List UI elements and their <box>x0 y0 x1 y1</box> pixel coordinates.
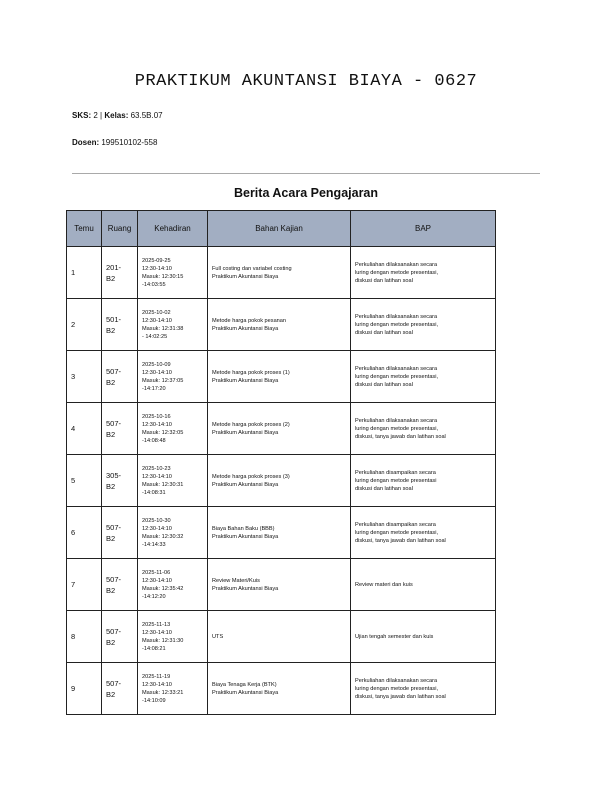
bap-line: diskusi, tanya jawab dan latihan soal <box>355 693 446 700</box>
ruang-line: B2 <box>106 585 116 595</box>
kelas-label: Kelas: <box>104 111 129 120</box>
ruang-line: B2 <box>106 481 116 491</box>
bahan-line: Praktikum Akuntansi Biaya <box>212 481 279 488</box>
bap-cell <box>351 299 496 351</box>
bap-line: diskusi dan latihan soal <box>355 329 413 336</box>
kehadiran-line: 2025-10-02 <box>142 309 171 316</box>
temu-cell: 1 <box>67 247 102 299</box>
kehadiran-line: -14:03:55 <box>142 281 166 288</box>
ruang-line: 507- <box>106 522 122 532</box>
table-row <box>67 455 496 507</box>
bap-line: luring dengan metode presentasi <box>355 477 437 484</box>
header-bahan-kajian: Bahan Kajian <box>208 211 351 247</box>
table-row <box>67 663 496 715</box>
bahan-line: Biaya Bahan Baku (BBB) <box>212 525 275 532</box>
bahan-line: Metode harga pokok proses (3) <box>212 473 290 480</box>
kehadiran-line: 2025-10-16 <box>142 413 171 420</box>
header-temu: Temu <box>67 211 102 247</box>
kehadiran-line: 2025-11-06 <box>142 569 171 576</box>
bap-cell <box>351 559 496 611</box>
table-header-row <box>67 211 496 247</box>
kehadiran-cell <box>138 455 208 507</box>
bap-line: luring dengan metode presentasi, <box>355 685 439 692</box>
table-body <box>67 247 496 715</box>
bap-line: diskusi dan latihan soal <box>355 381 413 388</box>
bahan-line: Praktikum Akuntansi Biaya <box>212 689 279 696</box>
kehadiran-line: Masuk: 12:30:31 <box>142 481 184 488</box>
ruang-cell <box>102 403 138 455</box>
bahan-kajian-cell <box>208 559 351 611</box>
bap-cell <box>351 663 496 715</box>
bap-line: Perkuliahan disampaikan secara <box>355 521 436 528</box>
bap-line: diskusi dan latihan soal <box>355 485 413 492</box>
ruang-line: B2 <box>106 429 116 439</box>
kehadiran-line: -14:10:09 <box>142 697 166 704</box>
bahan-line: Praktikum Akuntansi Biaya <box>212 429 279 436</box>
table-row <box>67 611 496 663</box>
bahan-line: Metode harga pokok proses (1) <box>212 369 290 376</box>
bahan-kajian-cell <box>208 247 351 299</box>
bahan-line: Praktikum Akuntansi Biaya <box>212 273 279 280</box>
bap-line: Perkuliahan dilaksanakan secara <box>355 261 438 268</box>
bap-cell <box>351 403 496 455</box>
kehadiran-line: 12:30-14:10 <box>142 421 172 428</box>
bap-line: diskusi, tanya jawab dan latihan soal <box>355 433 446 440</box>
temu-cell: 5 <box>67 455 102 507</box>
bap-line: luring dengan metode presentasi, <box>355 321 439 328</box>
bahan-kajian-cell <box>208 403 351 455</box>
bap-line: Perkuliahan dilaksanakan secara <box>355 417 438 424</box>
bahan-kajian-cell <box>208 507 351 559</box>
ruang-line: 501- <box>106 314 122 324</box>
bap-line: Review materi dan kuis <box>355 581 413 588</box>
table-row <box>67 299 496 351</box>
bap-line: luring dengan metode presentasi, <box>355 269 439 276</box>
ruang-line: B2 <box>106 325 116 335</box>
ruang-line: 201- <box>106 262 122 272</box>
ruang-cell <box>102 663 138 715</box>
dosen-label: Dosen: <box>72 138 100 147</box>
kehadiran-line: 2025-09-25 <box>142 257 171 264</box>
kehadiran-cell <box>138 403 208 455</box>
bap-cell <box>351 247 496 299</box>
bap-line: Ujian tengah semester dan kuis <box>355 633 434 640</box>
kehadiran-cell <box>138 247 208 299</box>
ruang-line: B2 <box>106 637 116 647</box>
table-row <box>67 403 496 455</box>
bap-line: Perkuliahan dilaksanakan secara <box>355 677 438 684</box>
bahan-line: Praktikum Akuntansi Biaya <box>212 585 279 592</box>
kehadiran-cell <box>138 559 208 611</box>
header-ruang: Ruang <box>102 211 138 247</box>
sks-value: 2 <box>93 111 98 120</box>
ruang-line: B2 <box>106 377 116 387</box>
course-meta <box>72 111 163 120</box>
table-row <box>67 507 496 559</box>
bahan-kajian-cell <box>208 611 351 663</box>
bap-cell <box>351 351 496 403</box>
dosen-value: 199510102-558 <box>101 138 158 147</box>
bahan-line: UTS <box>212 633 224 640</box>
bahan-line: Biaya Tenaga Kerja (BTK) <box>212 681 277 688</box>
kehadiran-cell <box>138 299 208 351</box>
kehadiran-line: 2025-10-09 <box>142 361 171 368</box>
bap-line: Perkuliahan dilaksanakan secara <box>355 313 438 320</box>
kehadiran-line: -14:14:33 <box>142 541 166 548</box>
section-title: Berita Acara Pengajaran <box>233 186 379 200</box>
bap-line: luring dengan metode presentasi, <box>355 373 439 380</box>
kehadiran-line: -14:08:21 <box>142 645 166 652</box>
ruang-cell <box>102 559 138 611</box>
ruang-line: B2 <box>106 533 116 543</box>
kehadiran-line: 12:30-14:10 <box>142 681 172 688</box>
kehadiran-line: Masuk: 12:37:05 <box>142 377 184 384</box>
ruang-cell <box>102 299 138 351</box>
kehadiran-line: - 14:02:25 <box>142 333 168 340</box>
ruang-cell <box>102 247 138 299</box>
temu-cell: 9 <box>67 663 102 715</box>
ruang-cell <box>102 611 138 663</box>
kehadiran-cell <box>138 611 208 663</box>
bahan-line: Praktikum Akuntansi Biaya <box>212 377 279 384</box>
kehadiran-line: Masuk: 12:31:38 <box>142 325 184 332</box>
bap-line: luring dengan metode presentasi, <box>355 425 439 432</box>
table-row <box>67 351 496 403</box>
ruang-line: 507- <box>106 626 122 636</box>
kelas-value: 63.5B.07 <box>130 111 163 120</box>
kehadiran-line: 12:30-14:10 <box>142 525 172 532</box>
bap-line: Perkuliahan dilaksanakan secara <box>355 365 438 372</box>
ruang-line: 507- <box>106 574 122 584</box>
temu-cell: 8 <box>67 611 102 663</box>
bahan-kajian-cell <box>208 351 351 403</box>
kehadiran-line: 12:30-14:10 <box>142 265 172 272</box>
bahan-kajian-cell <box>208 455 351 507</box>
ruang-line: 305- <box>106 470 122 480</box>
lecturer-meta <box>72 138 157 147</box>
kehadiran-line: Masuk: 12:30:15 <box>142 273 184 280</box>
kehadiran-line: Masuk: 12:32:05 <box>142 429 184 436</box>
ruang-line: B2 <box>106 689 116 699</box>
ruang-cell <box>102 507 138 559</box>
kehadiran-line: 2025-11-19 <box>142 673 171 680</box>
bahan-kajian-cell <box>208 663 351 715</box>
temu-cell: 4 <box>67 403 102 455</box>
temu-cell: 6 <box>67 507 102 559</box>
bahan-line: Review Materi/Kuis <box>212 577 260 584</box>
bap-line: diskusi dan latihan soal <box>355 277 413 284</box>
kehadiran-line: -14:12:20 <box>142 593 166 600</box>
bap-line: Perkuliahan disampaikan secara <box>355 469 436 476</box>
kehadiran-line: 12:30-14:10 <box>142 369 172 376</box>
bap-cell <box>351 455 496 507</box>
ruang-cell <box>102 351 138 403</box>
ruang-cell <box>102 455 138 507</box>
temu-cell: 7 <box>67 559 102 611</box>
kehadiran-line: Masuk: 12:30:32 <box>142 533 184 540</box>
teaching-report-table <box>66 210 496 715</box>
kehadiran-line: 2025-11-13 <box>142 621 171 628</box>
kehadiran-cell <box>138 351 208 403</box>
kehadiran-line: Masuk: 12:35:42 <box>142 585 184 592</box>
ruang-line: B2 <box>106 273 116 283</box>
table-row <box>67 247 496 299</box>
document-title: PRAKTIKUM AKUNTANSI BIAYA - 0627 <box>134 72 478 91</box>
ruang-line: 507- <box>106 678 122 688</box>
kehadiran-line: Masuk: 12:33:21 <box>142 689 184 696</box>
kehadiran-line: 12:30-14:10 <box>142 473 172 480</box>
bap-line: diskusi, tanya jawab dan latihan soal <box>355 537 446 544</box>
ruang-line: 507- <box>106 366 122 376</box>
ruang-line: 507- <box>106 418 122 428</box>
bahan-line: Full costing dan variabel costing <box>212 265 292 272</box>
bahan-line: Metode harga pokok pesanan <box>212 317 287 324</box>
sks-label: SKS: <box>72 111 92 120</box>
meta-separator: | <box>97 111 105 120</box>
kehadiran-line: -14:17:20 <box>142 385 166 392</box>
horizontal-divider <box>72 173 540 174</box>
bap-cell <box>351 611 496 663</box>
kehadiran-line: 2025-10-23 <box>142 465 171 472</box>
kehadiran-line: 12:30-14:10 <box>142 577 172 584</box>
bahan-line: Praktikum Akuntansi Biaya <box>212 533 279 540</box>
header-kehadiran: Kehadiran <box>138 211 208 247</box>
kehadiran-cell <box>138 507 208 559</box>
kehadiran-line: 12:30-14:10 <box>142 317 172 324</box>
temu-cell: 3 <box>67 351 102 403</box>
bahan-line: Metode harga pokok proses (2) <box>212 421 290 428</box>
bap-line: luring dengan metode presentasi, <box>355 529 439 536</box>
kehadiran-line: 12:30-14:10 <box>142 629 172 636</box>
kehadiran-line: 2025-10-30 <box>142 517 171 524</box>
header-bap: BAP <box>351 211 496 247</box>
kehadiran-line: -14:08:48 <box>142 437 166 444</box>
bap-cell <box>351 507 496 559</box>
table-row <box>67 559 496 611</box>
bahan-kajian-cell <box>208 299 351 351</box>
kehadiran-line: Masuk: 12:31:30 <box>142 637 184 644</box>
bahan-line: Praktikum Akuntansi Biaya <box>212 325 279 332</box>
temu-cell: 2 <box>67 299 102 351</box>
kehadiran-cell <box>138 663 208 715</box>
kehadiran-line: -14:08:31 <box>142 489 166 496</box>
